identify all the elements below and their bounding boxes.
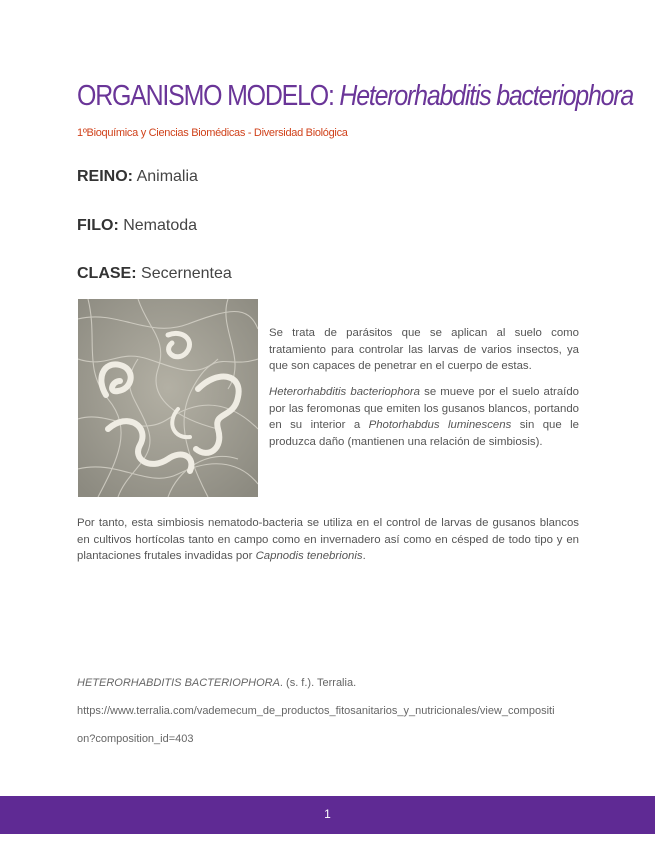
filo-value: Nematoda xyxy=(123,217,198,234)
page-footer xyxy=(0,796,655,834)
taxon-reino xyxy=(77,168,198,186)
reference-url-line-2[interactable]: on?composition_id=403 xyxy=(77,733,194,745)
paragraph-3-text: Por tanto, esta simbiosis nematodo-bacteria se utiliza en el control de larvas de gusanos blancos en cultivos hortícolas tanto en campo como en invernadero así como en césped de todo tipo y en plantaciones frutales invadidas por xyxy=(77,517,579,562)
page-title xyxy=(77,80,633,113)
reference-title: HETERORHABDITIS BACTERIOPHORA xyxy=(77,677,280,689)
title-species: Heterorhabditis bacteriophora xyxy=(339,80,634,112)
paragraph-2 xyxy=(269,384,579,450)
paragraph-3-end: . xyxy=(362,550,366,562)
taxon-filo xyxy=(77,217,197,235)
clase-label: CLASE: xyxy=(77,265,137,282)
title-prefix: ORGANISMO MODELO: xyxy=(77,80,334,112)
taxon-clase xyxy=(77,265,232,283)
page-number: 1 xyxy=(324,807,331,821)
paragraph-3-species: Capnodis tenebrionis xyxy=(255,550,363,562)
paragraph-2-bacterium: Photorhabdus luminescens xyxy=(368,419,512,431)
paragraph-3 xyxy=(77,515,579,565)
paragraph-2-species: Heterorhabditis bacteriophora xyxy=(269,386,421,398)
reference-url-line-1[interactable]: https://www.terralia.com/vademecum_de_productos_fitosanitarios_y_nutricionales/view_compositi xyxy=(77,705,555,717)
reference-citation xyxy=(77,677,356,689)
paragraph-1: Se trata de parásitos que se aplican al suelo como tratamiento para controlar las larvas de varios insectos, ya que son capaces de penetrar en el cuerpo de estas. xyxy=(269,327,579,372)
paragraph-2-text-b: sin que le produzca daño (mantienen una relación de simbiosis). xyxy=(269,419,580,448)
reference-rest: . (s. f.). Terralia. xyxy=(279,677,357,689)
reino-label: REINO: xyxy=(77,168,133,185)
reino-value: Animalia xyxy=(136,168,198,185)
paragraph-2-text-a: se mueve por el suelo atraído por las feromonas que emiten los gusanos blancos, portando en su interior a xyxy=(269,386,579,431)
filo-label: FILO: xyxy=(77,217,119,234)
clase-value: Secernentea xyxy=(141,265,232,282)
nematode-photo xyxy=(78,299,258,497)
page-subtitle: 1ºBioquímica y Ciencias Biomédicas - Diversidad Biológica xyxy=(77,127,348,139)
